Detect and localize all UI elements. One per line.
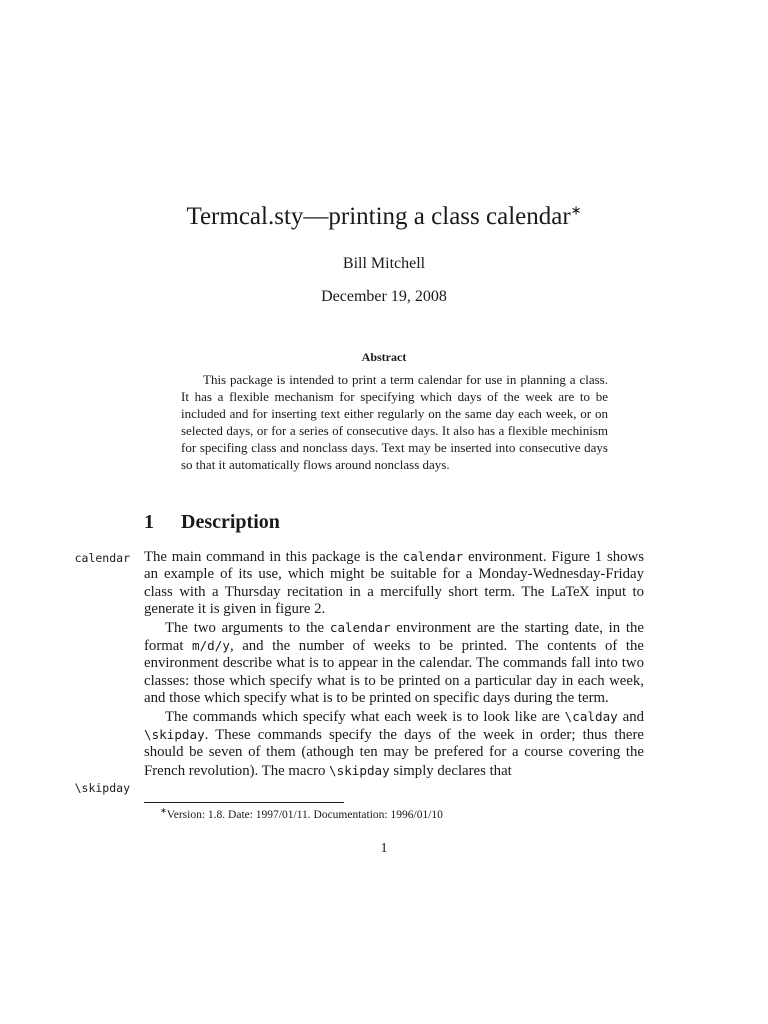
paper-date: December 19, 2008 <box>321 288 447 305</box>
paragraph-1 <box>144 548 644 619</box>
abstract-text: This package is intended to print a term calendar for use in planning a class. It has a flexible mechanism for specifying which days of the week are to be included and for inserting text either regularly on the same day each week, or on selected days, or for a series of consecutive days. It also has a flexible mechinism for specifing class and nonclass days. Text may be inserted into consecutive days so that it automatically flows around nonclass days. <box>181 372 608 472</box>
section-heading <box>144 511 280 534</box>
text-run: . These commands specify the days of the week in order; thus there should be seven of them (athough ten may be prefered for a course covering the French revolution). The macro <box>144 727 644 779</box>
code-skipday: \skipday <box>329 762 390 778</box>
text-run: input to generate it is given in figure 2. <box>144 583 645 618</box>
code-skipday: \skipday <box>144 727 205 743</box>
code-date-format: m/d/y <box>192 638 230 654</box>
abstract-heading: Abstract <box>361 350 407 364</box>
paragraph-3 <box>144 708 644 781</box>
code-calendar: calendar <box>329 619 391 635</box>
margin-note-skipday: \skipday <box>74 781 130 795</box>
section-title: Description <box>181 511 280 533</box>
code-calday: \calday <box>564 708 618 724</box>
code-calendar: calendar <box>402 549 464 564</box>
paragraph-2 <box>144 619 644 708</box>
title-footnote-mark: ∗ <box>570 202 582 218</box>
text-run: simply declares that <box>389 762 512 779</box>
text-run: environment. Figure 1 shows an example of its use, which might be suitable for a Monday-Wednesday-Friday class with a Thursday recitation in a mercifully short term. The <box>144 549 644 600</box>
author-name: Bill Mitchell <box>342 255 426 272</box>
text-run: The main command in this package is the <box>144 549 403 565</box>
text-run: , and the number of weeks to be printed. The contents of the environment describe what is to appear in the calendar. The commands fall into two classes: those which specify what is to be printed on a particular day in each week, and those which specify what is to be printed on specific days during the term. <box>144 638 644 707</box>
section-number: 1 <box>144 511 154 533</box>
text-run: The commands which specify what each week is to look like are <box>165 708 565 725</box>
latex-logo: LaTeX <box>550 583 590 600</box>
footnote <box>160 806 443 821</box>
text-run: The two arguments to the <box>165 619 330 636</box>
text-run: environment are the starting date, in the format <box>144 619 644 655</box>
margin-note-calendar: calendar <box>74 551 130 565</box>
title-text: Termcal.sty—printing a class calendar <box>186 203 571 230</box>
section-body <box>144 548 644 780</box>
footnote-rule <box>144 802 344 803</box>
footnote-mark: ∗ <box>160 806 167 815</box>
paper-title <box>0 200 768 234</box>
text-run: and <box>617 708 644 725</box>
page-number: 1 <box>380 841 388 856</box>
footnote-text: Version: 1.8. Date: 1997/01/11. Documentation: 1996/01/10 <box>166 808 443 821</box>
